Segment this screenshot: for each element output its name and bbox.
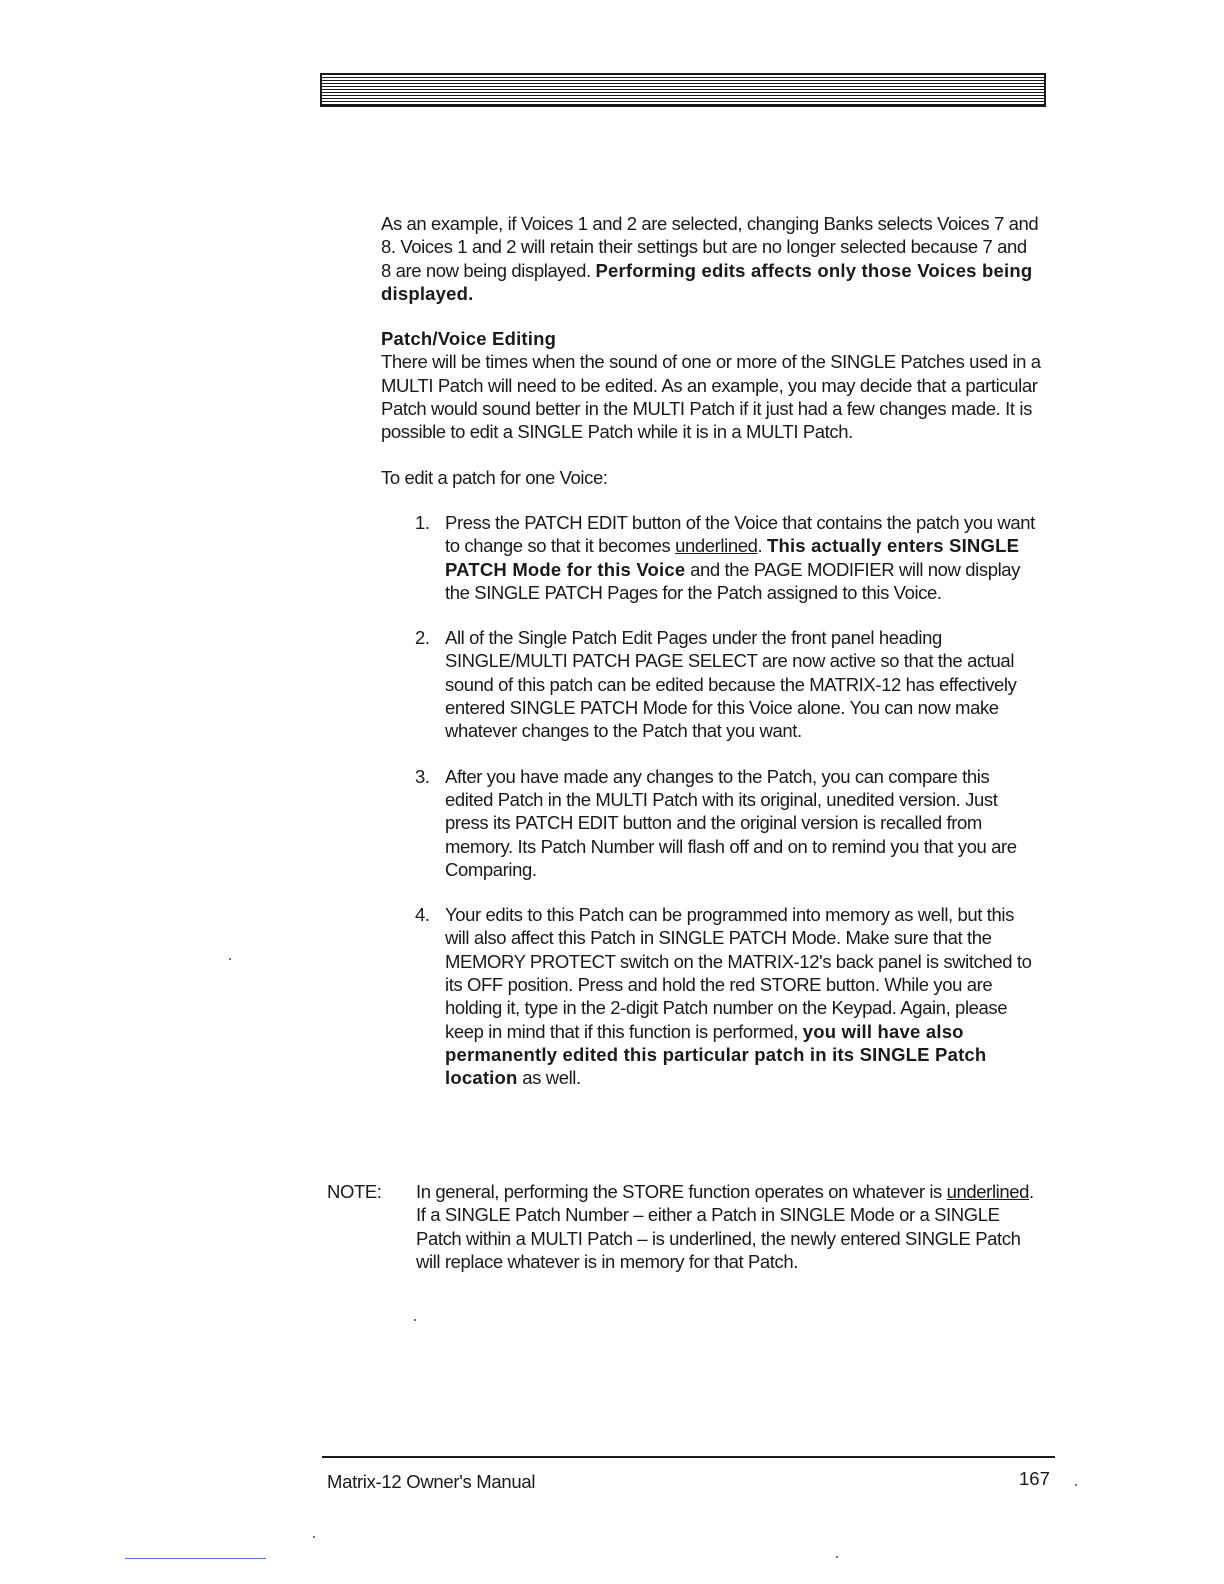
- bold-emphasis: you will have also permanently edited this particular patch in its SINGLE Patch location: [445, 1020, 987, 1089]
- page-number: 167: [1019, 1468, 1050, 1489]
- scan-speck: [313, 1536, 315, 1538]
- section-heading: Patch/Voice Editing: [381, 328, 557, 350]
- scan-speck: [836, 1556, 838, 1558]
- footer-manual-title: Matrix-12 Owner's Manual: [327, 1471, 536, 1492]
- bold-emphasis: Performing edits affects only those Voices being displayed.: [381, 259, 1033, 304]
- steps-list: [415, 511, 1041, 1090]
- note-label: NOTE:: [327, 1181, 382, 1202]
- note-block: [327, 1180, 1042, 1273]
- paragraph-patch-voice-editing: There will be times when the sound of one or more of the SINGLE Patches used in a MULTI Patch will need to be edited. As an example, you may decide that a particular Patch would sound better in the MULTI Patch if it just had a few changes made. It is possible to edit a SINGLE Patch while it is in a MULTI Patch.: [381, 351, 1041, 443]
- step-text: Your edits to this Patch can be programmed into memory as well, but this will also affect this Patch in SINGLE PATCH Mode. Make sure that the MEMORY PROTECT switch on the MATRIX-12's back panel is switched to its OFF position. Press and hold the red STORE button. While you are holding it, type in the 2-digit Patch number on the Keypad. Again, please keep in mind that if this function is performed, you will have also permanently edited this particular patch in its SINGLE Patch location as well.: [445, 904, 1032, 1089]
- underlined-term: underlined: [675, 535, 758, 557]
- list-item: [415, 765, 1041, 881]
- header-decorative-bar: [320, 73, 1046, 107]
- paragraph-banks-example: As an example, if Voices 1 and 2 are selected, changing Banks selects Voices 7 and 8. Voices 1 and 2 will retain their settings but are no longer selected because 7 and 8 are now being displayed. Performing edits affects only those Voices being displayed.: [381, 213, 1039, 304]
- footer-rule: [322, 1456, 1055, 1458]
- scan-speck: [1075, 1484, 1077, 1486]
- steps-intro: To edit a patch for one Voice:: [381, 466, 608, 488]
- note-text: In general, performing the STORE function operates on whatever is underlined. If a SINGLE Patch Number – either a Patch in SINGLE Mode or a SINGLE Patch within a MULTI Patch – is underlined, the newly entered SINGLE Patch will replace whatever is in memory for that Patch.: [416, 1181, 1034, 1272]
- scan-speck: [414, 1319, 416, 1321]
- scan-edge-line: [125, 1558, 266, 1559]
- underlined-term: underlined: [946, 1181, 1030, 1202]
- step-number: 1.: [415, 511, 430, 533]
- scan-speck: [229, 958, 231, 960]
- step-number: 3.: [415, 765, 430, 787]
- step-number: 2.: [415, 627, 430, 649]
- step-number: 4.: [415, 904, 430, 926]
- step-text: Press the PATCH EDIT button of the Voice that contains the patch you want to change so that it becomes underlined. This actually enters SINGLE PATCH Mode for this Voice and the PAGE MODIFIER will now display the SINGLE PATCH Pages for the Patch assigned to this Voice.: [445, 511, 1035, 603]
- list-item: [415, 903, 1041, 1089]
- step-text: All of the Single Patch Edit Pages under the front panel heading SINGLE/MULTI PATCH PAGE SELECT are now active so that the actual sound of this patch can be edited because the MATRIX-12 has effectively entered SINGLE PATCH Mode for this Voice alone. You can now make whatever changes to the Patch that you want.: [445, 627, 1017, 742]
- list-item: [415, 626, 1041, 742]
- step-text: After you have made any changes to the Patch, you can compare this edited Patch in the MULTI Patch with its original, unedited version. Just press its PATCH EDIT button and the original version is recalled from memory. Its Patch Number will flash off and on to remind you that you are Comparing.: [445, 765, 1017, 880]
- list-item: [415, 511, 1041, 604]
- page-body: [381, 212, 1041, 1112]
- bold-emphasis: This actually enters SINGLE PATCH Mode for this Voice: [445, 535, 1020, 580]
